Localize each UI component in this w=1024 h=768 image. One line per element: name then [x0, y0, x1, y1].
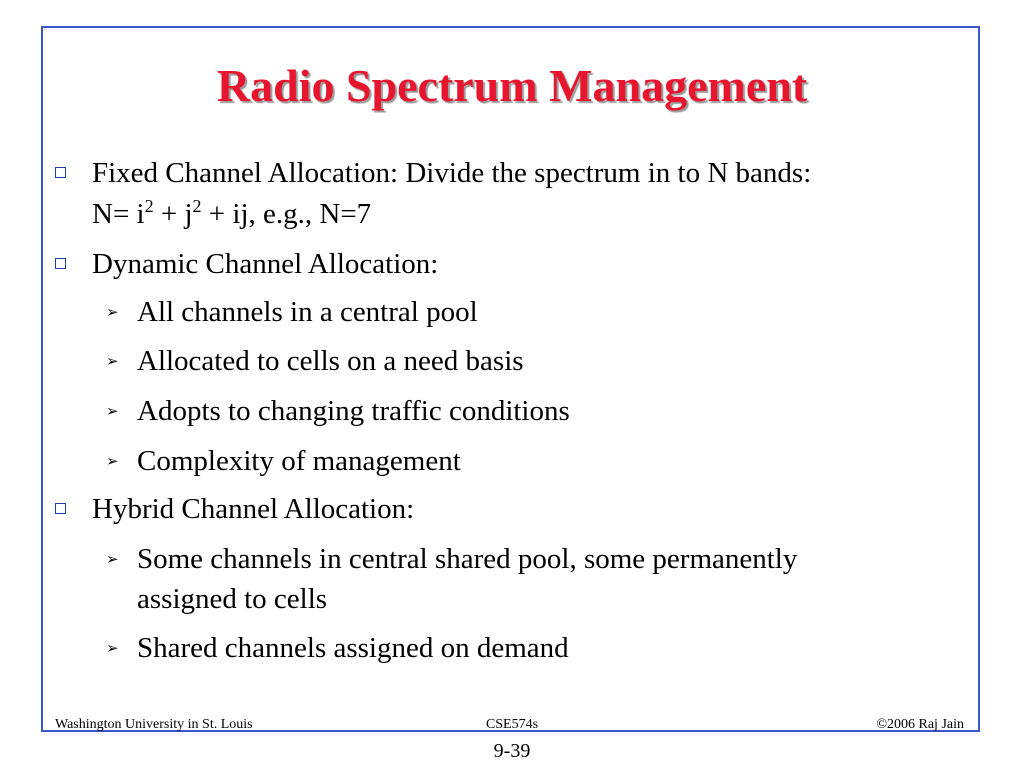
formula-exponent-1: 2	[144, 196, 154, 216]
sub-bullet-dynamic-1: All channels in a central pool	[137, 296, 478, 328]
square-bullet-icon	[55, 258, 66, 269]
sub-bullet-dynamic-4: Complexity of management	[137, 445, 461, 477]
formula-part-b: + j	[153, 198, 193, 230]
sub-bullet-hybrid-1-line1: Some channels in central shared pool, some permanently	[137, 543, 798, 575]
arrow-bullet-icon: ➢	[106, 354, 119, 370]
square-bullet-icon	[55, 503, 66, 514]
footer-institution: Washington University in St. Louis	[55, 717, 253, 732]
sub-bullet-hybrid-1-line2: assigned to cells	[137, 583, 328, 615]
sub-bullet-hybrid-2: Shared channels assigned on demand	[137, 632, 569, 664]
footer-copyright: ©2006 Raj Jain	[876, 717, 964, 732]
arrow-bullet-icon: ➢	[106, 552, 119, 568]
square-bullet-icon	[55, 167, 66, 178]
bullet-hybrid: Hybrid Channel Allocation:	[92, 493, 415, 525]
page-number: 9-39	[493, 740, 531, 762]
bullet-fixed-line1: Fixed Channel Allocation: Divide the spectrum in to N bands:	[92, 157, 812, 189]
formula-exponent-2: 2	[192, 196, 202, 216]
formula-part-a: N= i	[92, 198, 145, 230]
arrow-bullet-icon: ➢	[106, 454, 119, 470]
sub-bullet-dynamic-3: Adopts to changing traffic conditions	[137, 395, 570, 427]
sub-bullet-dynamic-2: Allocated to cells on a need basis	[137, 345, 524, 377]
arrow-bullet-icon: ➢	[106, 404, 119, 420]
formula-part-c: + ij, e.g., N=7	[201, 198, 372, 230]
footer-course: CSE574s	[485, 717, 539, 732]
arrow-bullet-icon: ➢	[106, 305, 119, 321]
bullet-fixed-line2	[92, 195, 371, 233]
bullet-dynamic: Dynamic Channel Allocation:	[92, 248, 439, 280]
arrow-bullet-icon: ➢	[106, 641, 119, 657]
slide-title: Radio Spectrum Management	[216, 60, 808, 111]
